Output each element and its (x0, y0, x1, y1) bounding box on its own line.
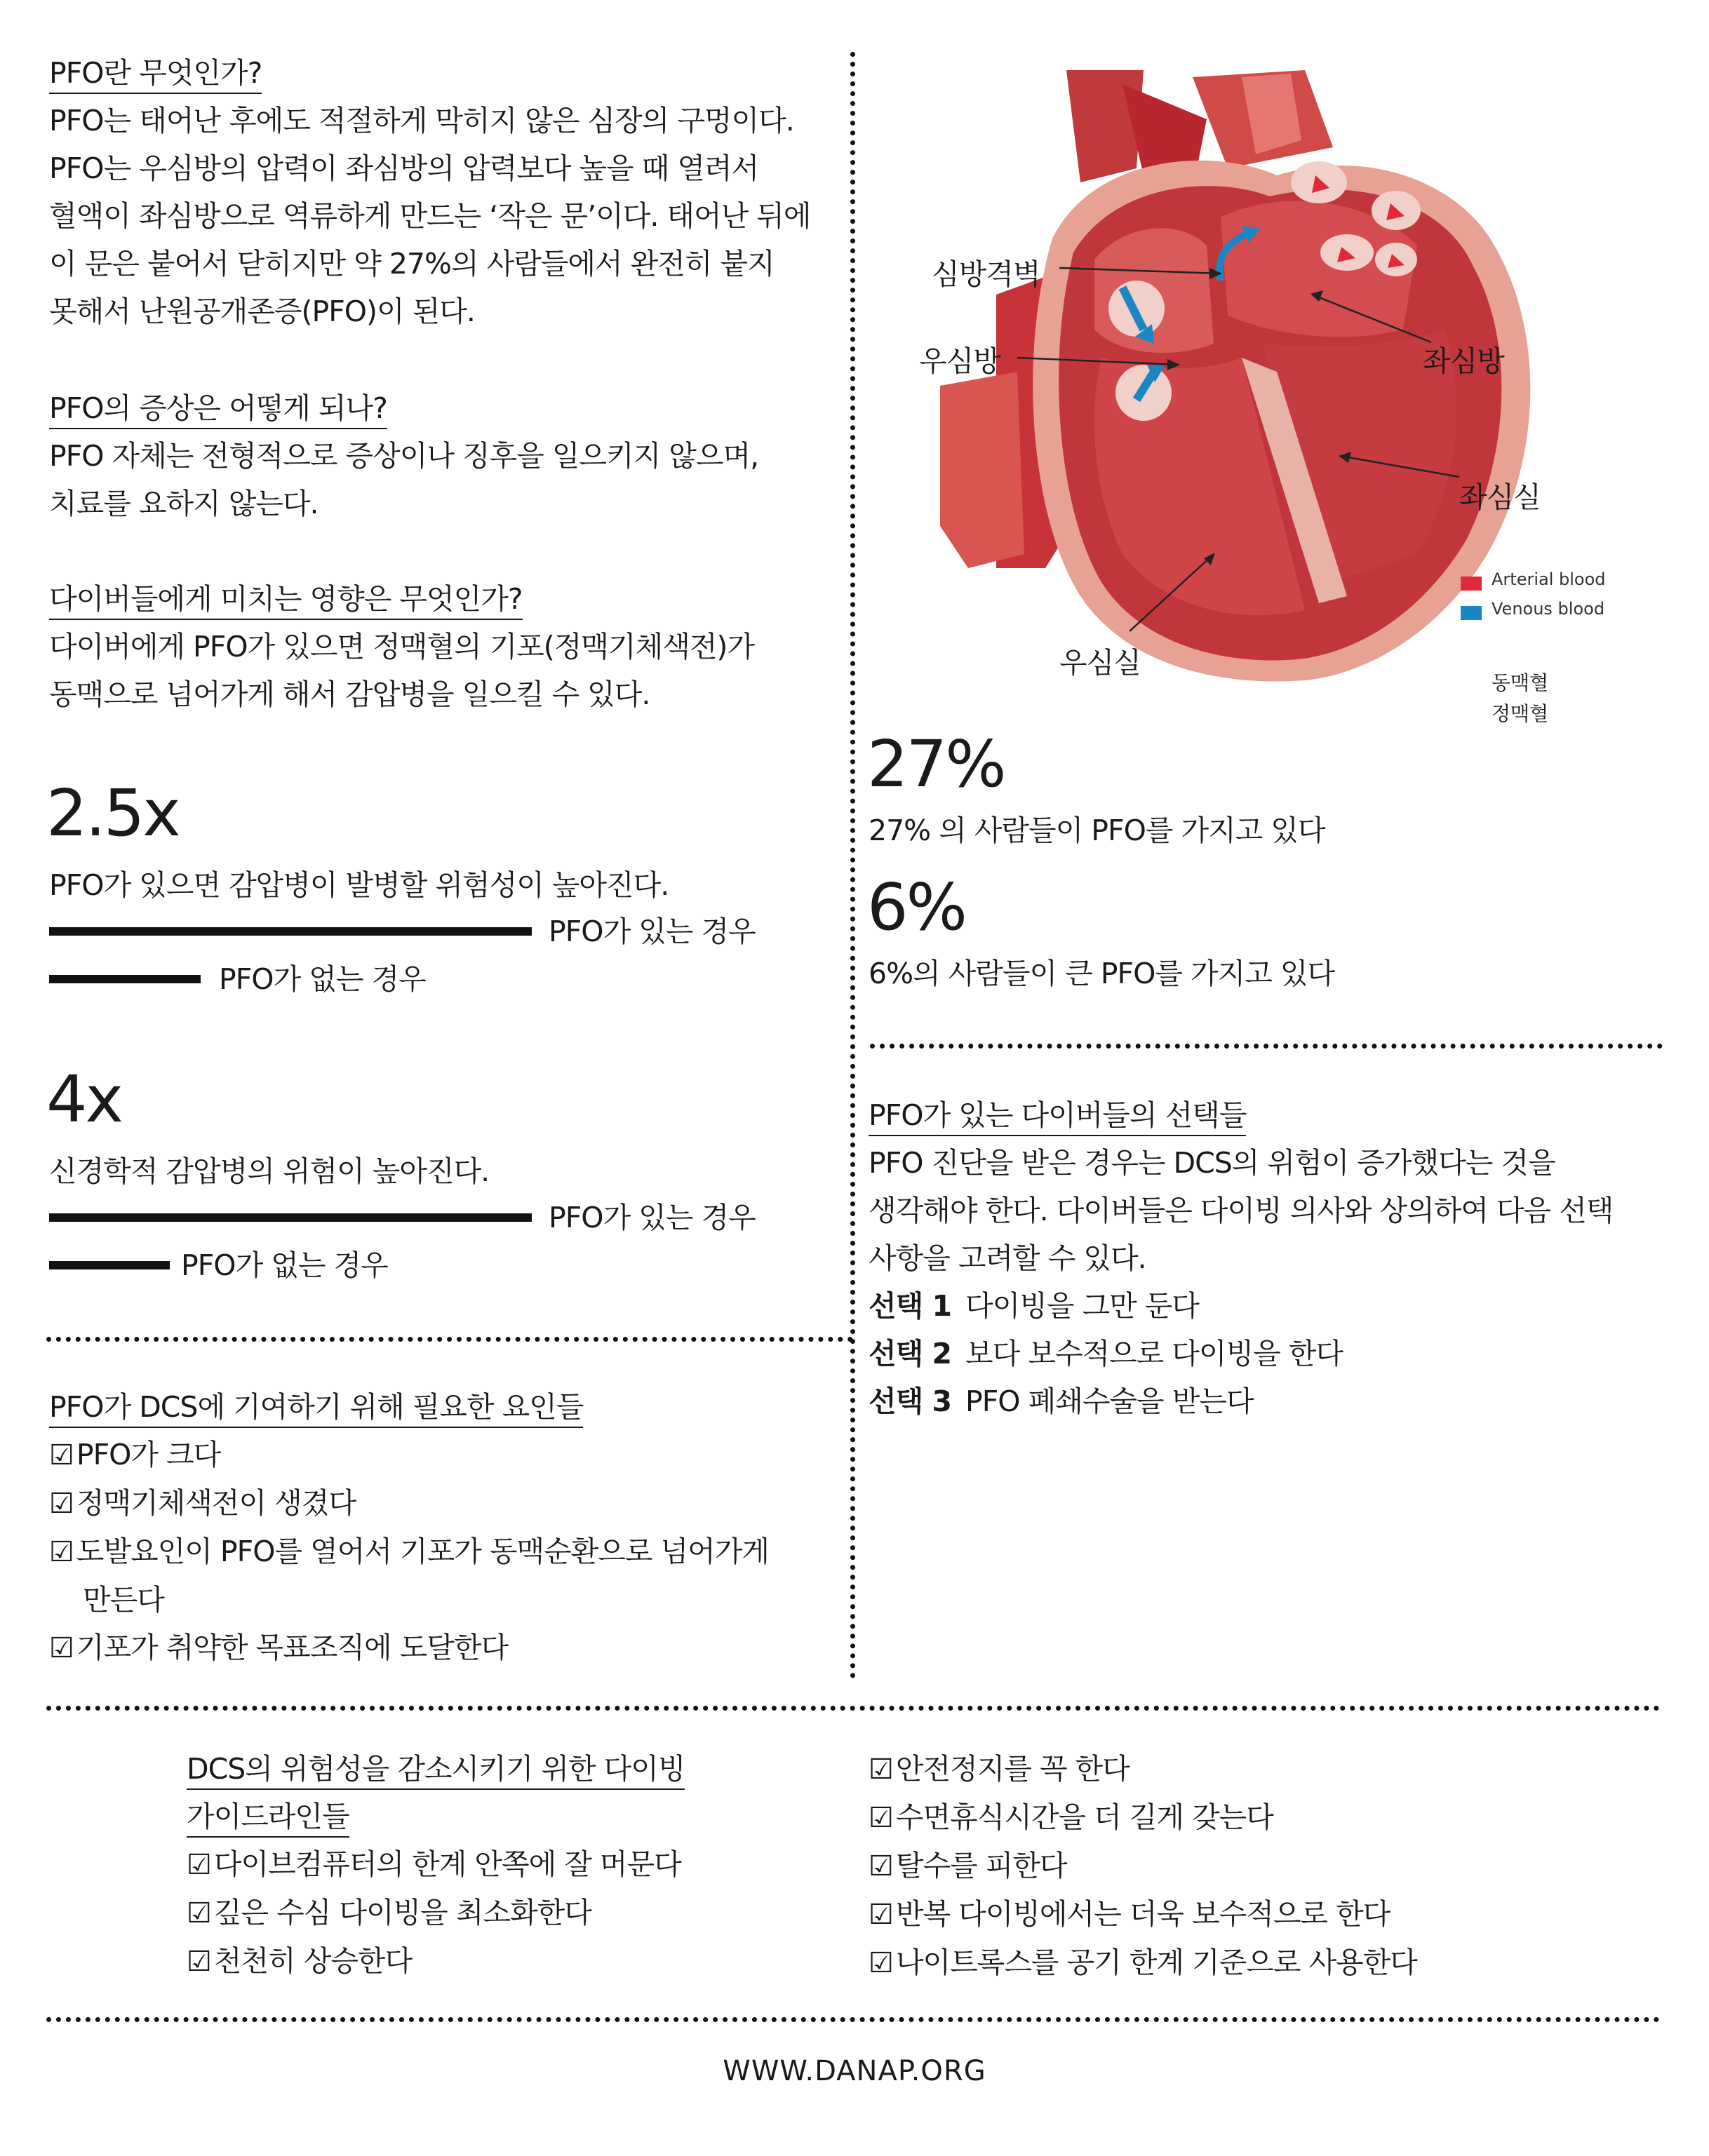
choices-line: 생각해야 한다. 다이버들은 다이빙 의사와 상의하여 다음 선택 (869, 1194, 1614, 1227)
checkbox-icon: ☑ (869, 1947, 893, 1979)
choices-line: 사항을 고려할 수 있다. (869, 1241, 1146, 1275)
guideline-item: ☑탈수를 피한다 (869, 1849, 1067, 1882)
factor-item: ☑기포가 취약한 목표조직에 도달한다 (49, 1631, 509, 1664)
factor-item: ☑PFO가 크다 (49, 1438, 221, 1471)
legend-venous-en: Venous blood (1492, 599, 1605, 619)
checkbox-icon: ☑ (49, 1632, 74, 1664)
risk2-with-label: PFO가 있는 경우 (549, 1201, 756, 1234)
divers-effect-line: 다이버에게 PFO가 있으면 정맥혈의 기포(정맥기체색전)가 (49, 630, 755, 663)
choices-section (869, 1091, 1675, 1425)
choice-option-label: 선택 2 (869, 1337, 952, 1370)
factors-section (49, 1383, 842, 1672)
choice-option (869, 1330, 1675, 1377)
label-right-atrium: 우심방 (919, 344, 1000, 378)
guideline-item: ☑수면휴식시간을 더 길게 갖는다 (869, 1800, 1273, 1834)
risk1-with-bar (49, 927, 532, 936)
checkbox-icon: ☑ (49, 1488, 74, 1520)
checkbox-icon: ☑ (187, 1849, 211, 1881)
checkbox-icon: ☑ (187, 1897, 211, 1929)
divers-effect-line: 동맥으로 넘어가게 해서 감압병을 일으킬 수 있다. (49, 678, 650, 711)
symptoms-section (49, 384, 842, 527)
divider-bottom-dotted-bottom (46, 2017, 1660, 2022)
choice-option-text: 다이빙을 그만 둔다 (965, 1289, 1199, 1323)
guidelines-right (869, 1745, 1640, 1987)
risk2-description: 신경학적 감압병의 위험이 높아진다. (49, 1154, 490, 1188)
choice-option-text: PFO 폐쇄수술을 받는다 (965, 1384, 1254, 1418)
stat-27-desc: 27% 의 사람들이 PFO를 가지고 있다 (869, 814, 1325, 847)
stat-27-big: 27% (867, 727, 1005, 802)
guidelines-left (187, 1745, 818, 1986)
legend-venous-ko: 정맥혈 (1492, 702, 1549, 725)
checkbox-icon: ☑ (869, 1850, 893, 1882)
risk1-without-label: PFO가 없는 경우 (219, 962, 426, 996)
symptoms-heading: PFO의 증상은 어떻게 되나? (49, 389, 387, 429)
legend-swatch-arterial (1461, 577, 1482, 591)
checkbox-icon: ☑ (869, 1899, 893, 1931)
guidelines-heading-line2: 가이드라인들 (187, 1797, 349, 1838)
factor-item: ☑정맥기체색전이 생겼다 (49, 1486, 356, 1520)
checkbox-icon: ☑ (869, 1802, 893, 1834)
pfo-intro-line: PFO는 태어난 후에도 적절하게 막히지 않은 심장의 구멍이다. (49, 104, 794, 137)
checkbox-icon: ☑ (187, 1946, 211, 1978)
choices-line: PFO 진단을 받은 경우는 DCS의 위험이 증가했다는 것을 (869, 1146, 1555, 1180)
guideline-item: ☑안전정지를 꼭 한다 (869, 1752, 1130, 1786)
legend-swatch-venous (1461, 606, 1482, 620)
label-septum: 심방격벽 (932, 257, 1040, 291)
divers-effect-section (49, 575, 842, 718)
risk1-description: PFO가 있으면 감압병이 발병할 위험성이 높아진다. (49, 868, 669, 902)
factor-item-continued: 만든다 (83, 1583, 164, 1617)
guideline-item: ☑다이브컴퓨터의 한계 안쪽에 잘 머문다 (187, 1847, 681, 1881)
pfo-intro-section (49, 49, 842, 335)
divider-vertical-dotted (850, 52, 855, 1679)
label-left-atrium: 좌심방 (1423, 344, 1504, 378)
risk2-with-bar (49, 1213, 532, 1222)
pfo-intro-heading: PFO란 무엇인가? (49, 53, 262, 94)
legend-arterial-en: Arterial blood (1492, 570, 1606, 589)
checkbox-icon: ☑ (869, 1753, 893, 1786)
legend-arterial-ko: 동맥혈 (1492, 671, 1549, 694)
factor-item: ☑도발요인이 PFO를 열어서 기포가 동맥순환으로 넘어가게 (49, 1535, 769, 1568)
pfo-intro-line: 못해서 난원공개존증(PFO)이 된다. (49, 295, 475, 328)
pfo-intro-line: PFO는 우심방의 압력이 좌심방의 압력보다 높을 때 열려서 (49, 151, 759, 185)
divider-left-dotted (46, 1337, 853, 1342)
stat-6-big: 6% (867, 870, 965, 945)
guideline-item: ☑깊은 수심 다이빙을 최소화한다 (187, 1896, 591, 1929)
checkbox-icon: ☑ (49, 1536, 74, 1568)
risk2-multiplier: 4x (46, 1062, 121, 1137)
label-right-ventricle: 우심실 (1059, 646, 1141, 680)
choice-option (869, 1377, 1675, 1425)
choices-heading: PFO가 있는 다이버들의 선택들 (869, 1096, 1246, 1136)
risk1-with-label: PFO가 있는 경우 (549, 915, 756, 948)
risk1-without-bar (49, 975, 201, 983)
checkbox-icon: ☑ (49, 1439, 74, 1471)
pfo-intro-line: 이 문은 붙어서 닫히지만 약 27%의 사람들에서 완전히 붙지 (49, 247, 775, 281)
stat-6-desc: 6%의 사람들이 큰 PFO를 가지고 있다 (869, 957, 1335, 990)
guideline-item: ☑반복 다이빙에서는 더욱 보수적으로 한다 (869, 1897, 1390, 1931)
guideline-item: ☑나이트록스를 공기 한계 기준으로 사용한다 (869, 1946, 1417, 1979)
symptoms-line: PFO 자체는 전형적으로 증상이나 징후을 일으키지 않으며, (49, 439, 759, 473)
footer-url[interactable]: WWW.DANAP.ORG (723, 2055, 986, 2087)
risk2-without-bar (49, 1261, 170, 1269)
pfo-intro-line: 혈액이 좌심방으로 역류하게 만드는 ‘작은 문’이다. 태어난 뒤에 (49, 199, 811, 233)
symptoms-line: 치료를 요하지 않는다. (49, 487, 319, 520)
choice-option-label: 선택 1 (869, 1289, 952, 1323)
choice-option (869, 1282, 1675, 1330)
divider-right-dotted (870, 1044, 1663, 1049)
divider-bottom-dotted-top (46, 1706, 1660, 1711)
factors-heading: PFO가 DCS에 기여하기 위해 필요한 요인들 (49, 1387, 583, 1428)
risk1-multiplier: 2.5x (46, 776, 179, 851)
guideline-item: ☑천천히 상승한다 (187, 1944, 413, 1978)
divers-effect-heading: 다이버들에게 미치는 영향은 무엇인가? (49, 579, 523, 620)
choice-option-text: 보다 보수적으로 다이빙을 한다 (965, 1337, 1343, 1370)
choice-option-label: 선택 3 (869, 1384, 952, 1418)
label-left-ventricle: 좌심실 (1459, 480, 1541, 514)
guidelines-heading: DCS의 위험성을 감소시키기 위한 다이빙 (187, 1749, 685, 1790)
risk2-without-label: PFO가 없는 경우 (181, 1248, 388, 1282)
